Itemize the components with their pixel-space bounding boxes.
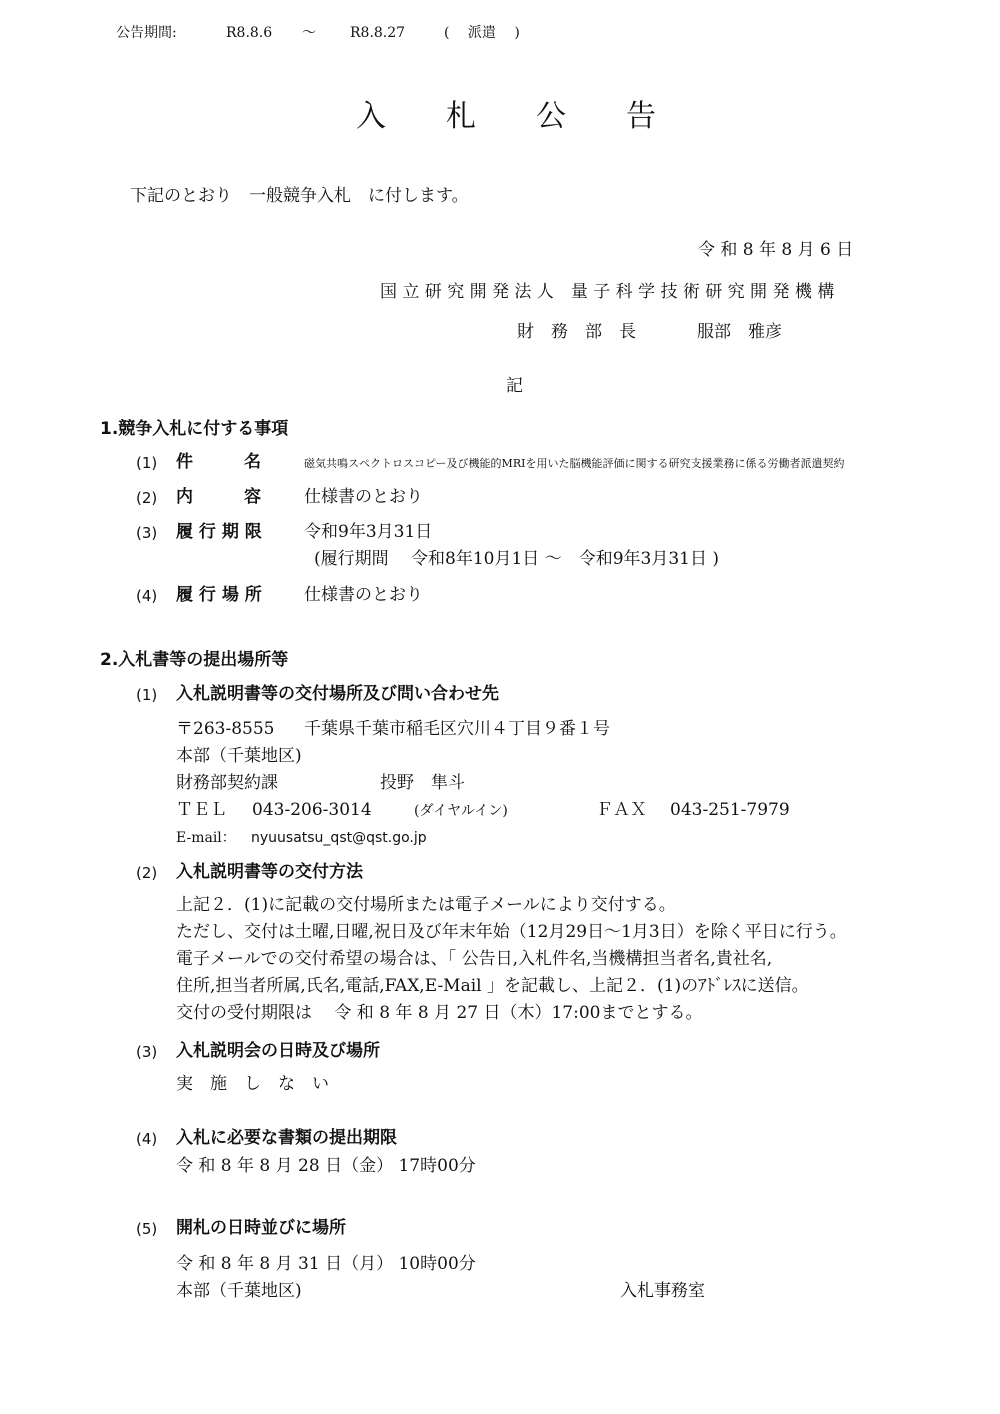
page-title: 入 札 公 告: [356, 99, 656, 134]
sub5-num: (5): [136, 1220, 158, 1238]
address: 千葉県千葉市稲毛区穴川４丁目９番１号: [304, 719, 610, 739]
period-type: ( 派遣 ): [444, 25, 520, 41]
item2-num: (2): [136, 489, 158, 507]
contact-person: 投野 隼斗: [380, 773, 465, 793]
item1-label: 件 名: [176, 452, 261, 472]
submission-deadline: 令 和 8 年 8 月 28 日（金） 17時00分: [176, 1156, 476, 1176]
item3-value: 令和9年3月31日: [304, 522, 433, 542]
opening-datetime: 令 和 8 年 8 月 31 日（月） 10時00分: [176, 1254, 476, 1274]
briefing-value: 実 施 し な い: [176, 1074, 329, 1094]
delivery-line-3: 電子メールでの交付希望の場合は、「 公告日,入札件名,当機構担当者名,貴社名,: [176, 949, 773, 969]
item2-value: 仕様書のとおり: [304, 487, 423, 507]
sub3-num: (3): [136, 1043, 158, 1061]
opening-place: 本部（千葉地区): [176, 1281, 302, 1301]
period-tilde: ～: [302, 25, 316, 41]
sub2-num: (2): [136, 864, 158, 882]
email-address[interactable]: nyuusatsu_qst@qst.go.jp: [251, 830, 427, 846]
email-label: E-mail：: [176, 830, 236, 846]
sub1-heading: 入札説明書等の交付場所及び問い合わせ先: [176, 684, 499, 704]
item1-value: 磁気共鳴スペクトロスコピー及び機能的MRIを用いた脳機能評価に関する研究支援業務に係る労働者派遣契約: [304, 457, 845, 470]
section1-heading: 1.競争入札に付する事項: [100, 419, 289, 439]
item3-sub: (履行期間 令和8年10月1日 ～ 令和9年3月31日 ): [314, 549, 720, 569]
intro-text: 下記のとおり 一般競争入札 に付します。: [130, 186, 469, 206]
sub4-heading: 入札に必要な書類の提出期限: [176, 1128, 397, 1148]
department: 財務部契約課: [176, 773, 278, 793]
period-end: R8.8.27: [350, 25, 406, 41]
sub2-heading: 入札説明書等の交付方法: [176, 862, 363, 882]
office-name: 本部（千葉地区): [176, 746, 302, 766]
sub3-heading: 入札説明会の日時及び場所: [176, 1041, 380, 1061]
sub1-num: (1): [136, 686, 158, 704]
delivery-line-5: 交付の受付期限は 令 和 8 年 8 月 27 日（木）17:00までとする。: [176, 1003, 703, 1023]
delivery-line-2: ただし、交付は土曜,日曜,祝日及び年末年始（12月29日～1月3日）を除く平日に行う。: [176, 922, 847, 942]
item3-num: (3): [136, 524, 158, 542]
tel-label: ＴＥＬ: [176, 800, 227, 820]
ki-mark: 記: [506, 376, 523, 396]
delivery-line-1: 上記２．(1)に記載の交付場所または電子メールにより交付する。: [176, 895, 676, 915]
postal-code: 〒263-8555: [176, 719, 275, 739]
item4-value: 仕様書のとおり: [304, 585, 423, 605]
notice-date: 令 和 8 年 8 月 6 日: [698, 240, 854, 260]
period-label: 公告期間:: [116, 25, 177, 41]
item3-label: 履 行 期 限: [176, 522, 262, 542]
tel-note: (ダイヤルイン): [414, 803, 508, 819]
item1-num: (1): [136, 454, 158, 472]
item4-label: 履 行 場 所: [176, 585, 262, 605]
delivery-line-4: 住所,担当者所属,氏名,電話,FAX,E-Mail 」を記載し、上記２．(1)のｱﾄﾞﾚｽに送信。: [176, 976, 809, 996]
opening-room: 入札事務室: [620, 1281, 705, 1301]
fax-label: ＦＡＸ: [596, 800, 647, 820]
item2-label: 内 容: [176, 487, 261, 507]
organization-name: 国 立 研 究 開 発 法 人 量 子 科 学 技 術 研 究 開 発 機 構: [380, 282, 835, 302]
fax-number: 043-251-7979: [670, 800, 790, 820]
item4-num: (4): [136, 587, 158, 605]
signer-name: 服部 雅彦: [697, 322, 782, 342]
sub4-num: (4): [136, 1130, 158, 1148]
tel-number: 043-206-3014: [252, 800, 372, 820]
sub5-heading: 開札の日時並びに場所: [176, 1218, 346, 1238]
period-start: R8.8.6: [226, 25, 273, 41]
section2-heading: 2.入札書等の提出場所等: [100, 650, 289, 670]
signer-title: 財 務 部 長: [517, 322, 636, 342]
